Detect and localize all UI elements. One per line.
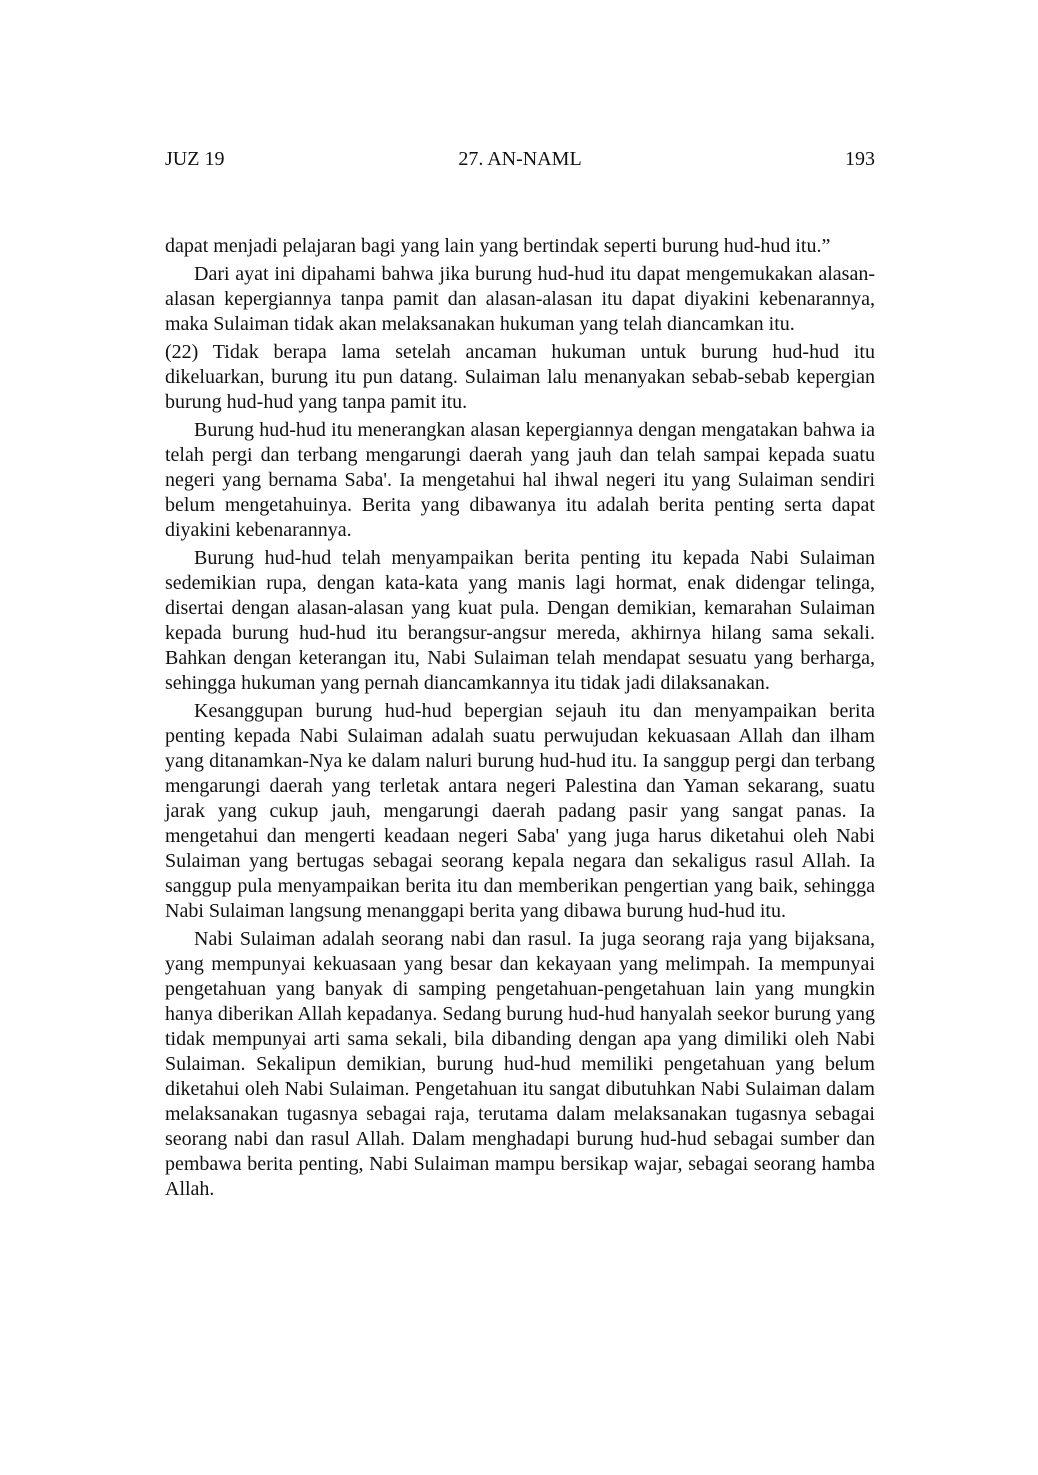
paragraph: Kesanggupan burung hud-hud bepergian sejauh itu dan menyampaikan berita penting kepada Nabi Sulaiman adalah suatu perwujudan kekuasaan Allah dan ilham yang ditanamkan-Nya ke dalam naluri burung hud-hud itu. Ia sanggup pergi dan terbang mengarungi daerah yang terletak antara negeri Palestina dan Yaman sekarang, suatu jarak yang cukup jauh, mengarungi daerah padang pasir yang sangat panas. Ia mengetahui dan mengerti keadaan negeri Saba' yang juga harus diketahui oleh Nabi Sulaiman yang bertugas sebagai seorang kepala negara dan sekaligus rasul Allah. Ia sanggup pula menyampaikan berita itu dan memberikan pengertian yang baik, sehingga Nabi Sulaiman langsung menanggapi berita yang dibawa burung hud-hud itu. — [165, 700, 875, 922]
page-number: 193 — [845, 148, 875, 170]
paragraph: Nabi Sulaiman adalah seorang nabi dan rasul. Ia juga seorang raja yang bijaksana, yang mempunyai kekuasaan yang besar dan kekayaan yang melimpah. Ia mempunyai pengetahuan yang banyak di samping pengetahuan-pengetahuan lain yang mungkin hanya diberikan Allah kepadanya. Sedang burung hud-hud hanyalah seekor burung yang tidak mempunyai arti sama sekali, bila dibanding dengan apa yang dimiliki oleh Nabi Sulaiman. Sekalipun demikian, burung hud-hud memiliki pengetahuan yang belum diketahui oleh Nabi Sulaiman. Pengetahuan itu sangat dibutuhkan Nabi Sulaiman dalam melaksanakan tugasnya sebagai raja, terutama dalam melaksanakan tugasnya sebagai seorang nabi dan rasul Allah. Dalam menghadapi burung hud-hud sebagai sumber dan pembawa berita penting, Nabi Sulaiman mampu bersikap wajar, sebagai seorang hamba Allah. — [165, 928, 875, 1200]
book-page — [165, 0, 875, 1475]
paragraph: Burung hud-hud itu menerangkan alasan kepergiannya dengan mengatakan bahwa ia telah pergi dan terbang mengarungi daerah yang jauh dan telah sampai kepada suatu negeri yang bernama Saba'. Ia mengetahui hal ihwal negeri itu yang Sulaiman sendiri belum mengetahuinya. Berita yang dibawanya itu adalah berita penting serta dapat diyakini kebenarannya. — [165, 419, 875, 541]
body-text — [165, 234, 875, 1205]
paragraph: Burung hud-hud telah menyampaikan berita penting itu kepada Nabi Sulaiman sedemikian rupa, dengan kata-kata yang manis lagi hormat, enak didengar telinga, disertai dengan alasan-alasan yang kuat pula. Dengan demikian, kemarahan Sulaiman kepada burung hud-hud itu berangsur-angsur mereda, akhirnya hilang sama sekali. Bahkan dengan keterangan itu, Nabi Sulaiman telah mendapat sesuatu yang berharga, sehingga hukuman yang pernah diancamkannya itu tidak jadi dilaksanakan. — [165, 547, 875, 694]
paragraph: Dari ayat ini dipahami bahwa jika burung hud-hud itu dapat mengemukakan alasan-alasan kepergiannya tanpa pamit dan alasan-alasan itu dapat diyakini kebenarannya, maka Sulaiman tidak akan melaksanakan hukuman yang telah diancamkan itu. — [165, 263, 875, 335]
running-header — [165, 146, 875, 172]
paragraph-verse-22: (22) Tidak berapa lama setelah ancaman hukuman untuk burung hud-hud itu dikeluarkan, burung itu pun datang. Sulaiman lalu menanyakan sebab-sebab kepergian burung hud-hud yang tanpa pamit itu. — [165, 341, 875, 413]
surah-title: 27. AN-NAML — [458, 148, 582, 170]
paragraph-continuation: dapat menjadi pelajaran bagi yang lain yang bertindak seperti burung hud-hud itu.” — [165, 235, 831, 257]
juz-label: JUZ 19 — [165, 148, 225, 170]
